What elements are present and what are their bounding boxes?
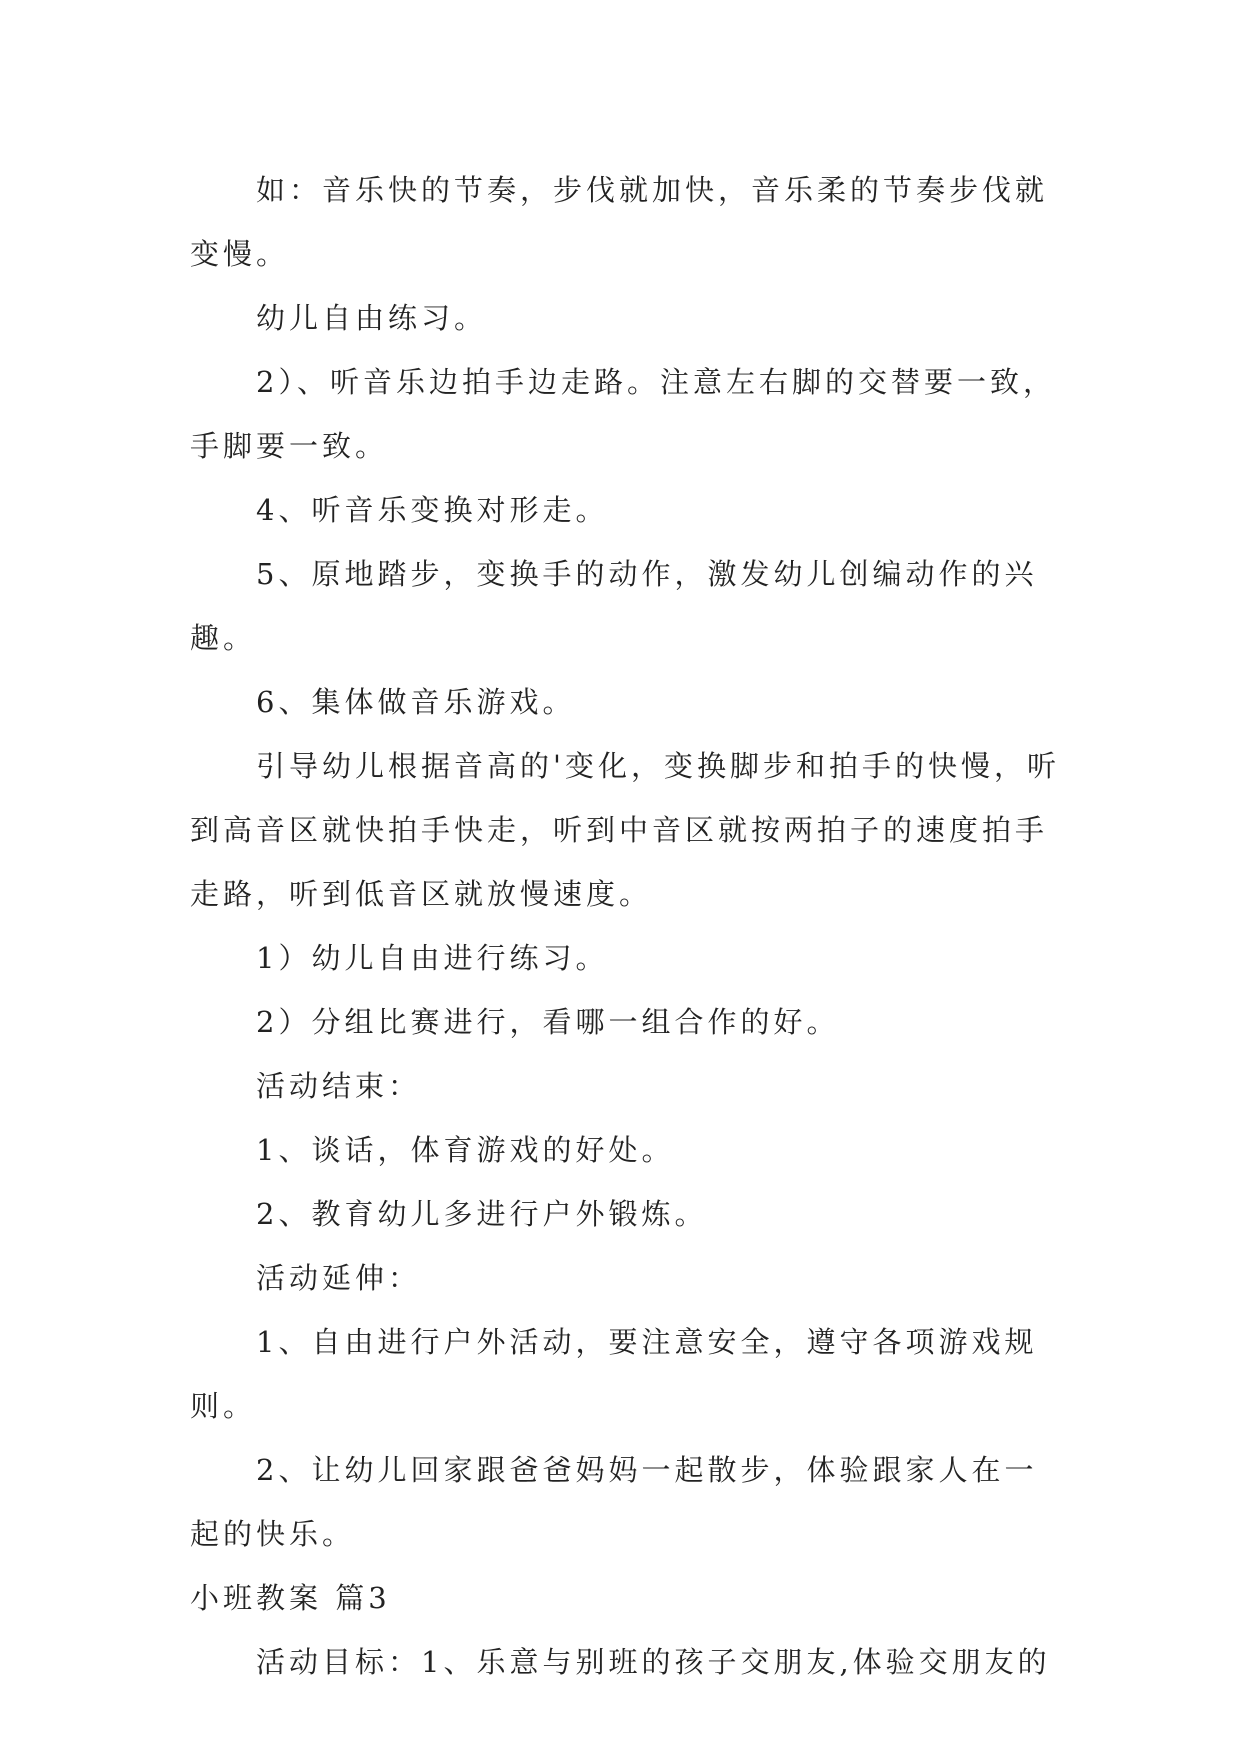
paragraph-formation-walk: 4、听音乐变换对形走。 <box>256 493 609 527</box>
paragraph-march-in-place: 5、原地踏步，变换手的动作，激发幼儿创编动作的兴趣。 <box>190 557 1038 655</box>
paragraph-outdoor-exercise: 2、教育幼儿多进行户外锻炼。 <box>256 1197 708 1231</box>
paragraph-pitch-guidance: 引导幼儿根据音高的'变化，变换脚步和拍手的快慢，听到高音区就快拍手快走，听到中音区就按两拍子的速度拍手走路，听到低音区就放慢速度。 <box>190 749 1060 911</box>
paragraph-family-walk: 2、让幼儿回家跟爸爸妈妈一起散步，体验跟家人在一起的快乐。 <box>190 1453 1038 1551</box>
paragraph-group-competition: 2）分组比赛进行，看哪一组合作的好。 <box>256 1005 840 1039</box>
paragraph-tempo-rule: 如：音乐快的节奏，步伐就加快，音乐柔的节奏步伐就变慢。 <box>190 173 1049 271</box>
paragraph-clap-walk: 2）、听音乐边拍手边走路。注意左右脚的交替要一致，手脚要一致。 <box>190 365 1056 463</box>
paragraph-discussion: 1、谈话，体育游戏的好处。 <box>256 1133 675 1167</box>
document-body <box>190 158 1060 1694</box>
paragraph-group-music-game: 6、集体做音乐游戏。 <box>256 685 576 719</box>
paragraph-self-practice: 1）幼儿自由进行练习。 <box>256 941 609 975</box>
section-heading: 小班教案 篇3 <box>190 1581 391 1615</box>
paragraph-outdoor-safety: 1、自由进行户外活动，要注意安全，遵守各项游戏规则。 <box>190 1325 1038 1423</box>
paragraph-activity-extension-title: 活动延伸： <box>256 1261 422 1295</box>
paragraph-activity-goals: 活动目标：1、乐意与别班的孩子交朋友,体验交朋友的 <box>256 1645 1051 1679</box>
paragraph-activity-end-title: 活动结束： <box>256 1069 422 1103</box>
paragraph-free-practice: 幼儿自由练习。 <box>256 301 488 335</box>
